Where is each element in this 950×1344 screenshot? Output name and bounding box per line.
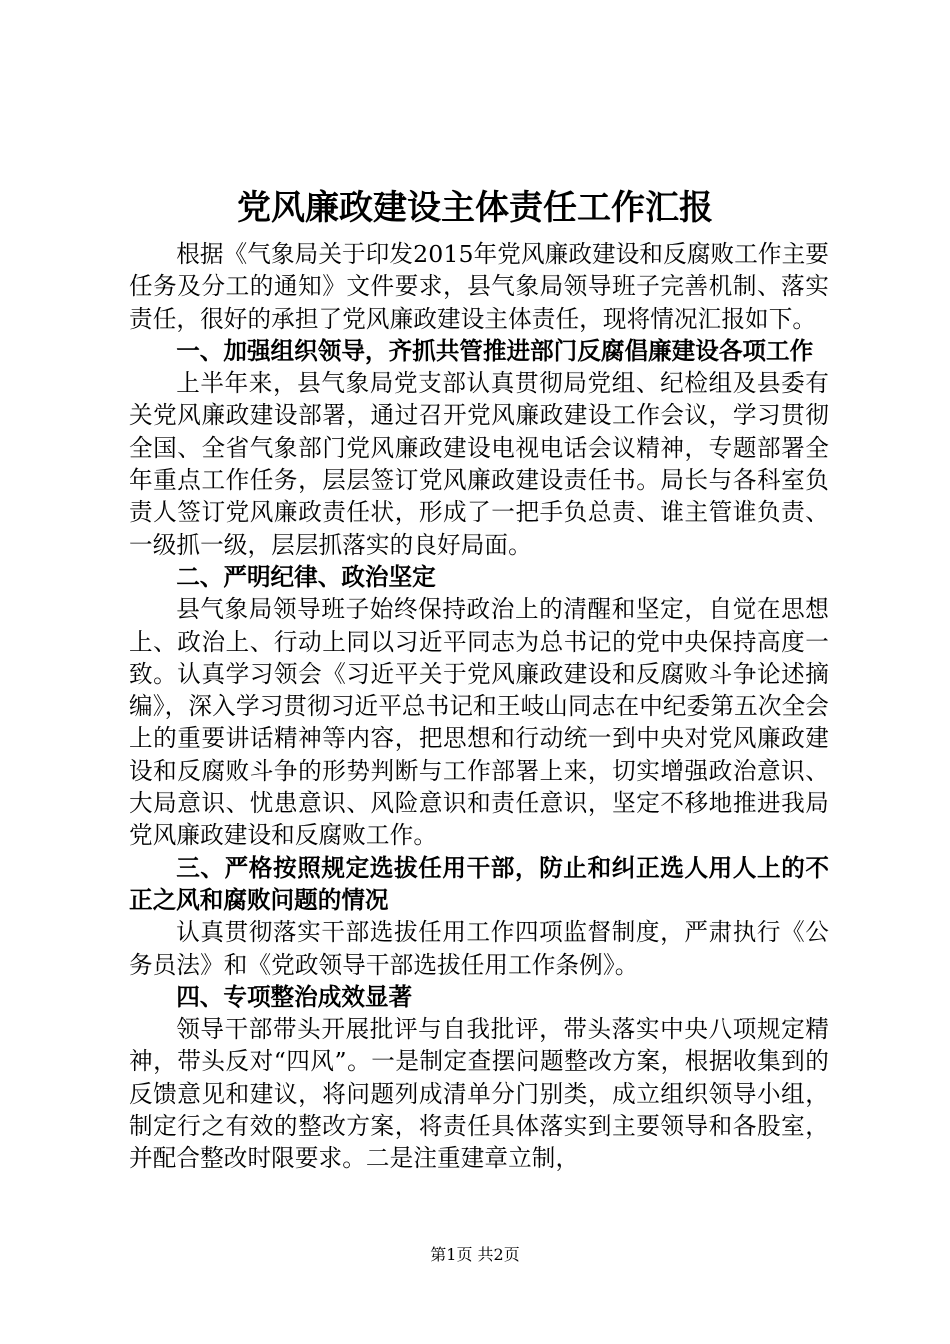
- section-1-heading: 一、加强组织领导，齐抓共管推进部门反腐倡廉建设各项工作: [176, 336, 814, 365]
- section-2-heading: 二、严明纪律、政治坚定: [176, 562, 436, 591]
- document-title: 党风廉政建设主体责任工作汇报: [237, 188, 713, 228]
- section-1-paragraph: 上半年来，县气象局党支部认真贯彻局党组、纪检组及县委有关党风廉政建设部署，通过召开党风廉政建设工作会议，学习贯彻全国、全省气象部门党风廉政建设电视电话会议精神，专题部署全年重点工作任务，层层签订党风廉政建设责任书。局长与各科室负责人签订党风廉政责任状，形成了一把手负总责、谁主管谁负责、一级抓一级，层层抓落实的良好局面。: [129, 369, 829, 559]
- page-number-indicator: 第1页 共2页: [430, 1245, 520, 1264]
- section-2-paragraph: 县气象局领导班子始终保持政治上的清醒和坚定，自觉在思想上、政治上、行动上同以习近平同志为总书记的党中央保持高度一致。认真学习领会《习近平关于党风廉政建设和反腐败斗争论述摘编》，深入学习贯彻习近平总书记和王岐山同志在中纪委第五次全会上的重要讲话精神等内容，把思想和行动统一到中央对党风廉政建设和反腐败斗争的形势判断与工作部署上来，切实增强政治意识、大局意识、忧患意识、风险意识和责任意识，坚定不移地推进我局党风廉政建设和反腐败工作。: [129, 595, 829, 850]
- document-body: [129, 238, 829, 1175]
- section-4-paragraph: 领导干部带头开展批评与自我批评，带头落实中央八项规定精神，带头反对“四风”。一是制定查摆问题整改方案，根据收集到的反馈意见和建议，将问题列成清单分门别类，成立组织领导小组，制定行之有效的整改方案，将责任具体落实到主要领导和各股室，并配合整改时限要求。二是注重建章立制，: [129, 1015, 829, 1173]
- section-4-heading: 四、专项整治成效显著: [176, 982, 413, 1011]
- section-3-paragraph: 认真贯彻落实干部选拔任用工作四项监督制度，严肃执行《公务员法》和《党政领导干部选拔任用工作条例》。: [129, 918, 829, 979]
- page-footer: [0, 1244, 950, 1266]
- intro-paragraph: 根据《气象局关于印发2015年党风廉政建设和反腐败工作主要任务及分工的通知》文件要求，县气象局领导班子完善机制、落实责任，很好的承担了党风廉政建设主体责任，现将情况汇报如下。: [129, 240, 829, 333]
- section-3-heading: 三、严格按照规定选拔任用干部，防止和纠正选人用人上的不正之风和腐败问题的情况: [129, 853, 829, 914]
